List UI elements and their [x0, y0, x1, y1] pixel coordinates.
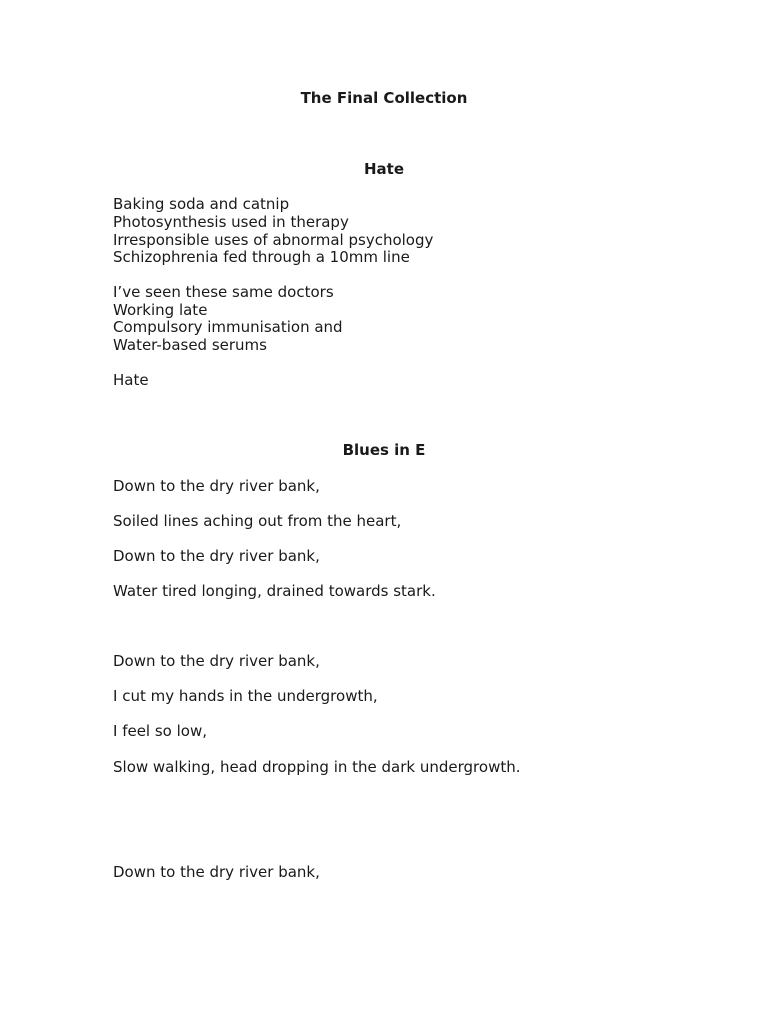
poem-line: Down to the dry river bank, — [113, 547, 320, 565]
poem-line: Working late — [113, 301, 208, 319]
poem-line: Down to the dry river bank, — [113, 477, 320, 495]
poem-line: Baking soda and catnip — [113, 195, 290, 213]
poem-line: Irresponsible uses of abnormal psychology — [113, 231, 434, 249]
poem-line: Down to the dry river bank, — [113, 652, 320, 670]
poem-line: Down to the dry river bank, — [113, 863, 320, 881]
poem-line: Hate — [113, 371, 149, 389]
poem-line: Schizophrenia fed through a 10mm line — [113, 248, 410, 266]
document-title: The Final Collection — [300, 89, 468, 107]
poem-line: I feel so low, — [113, 722, 208, 740]
poem-line: Soiled lines aching out from the heart, — [113, 512, 402, 530]
poem-line: Slow walking, head dropping in the dark undergrowth. — [113, 758, 521, 776]
poem-line: I cut my hands in the undergrowth, — [113, 687, 378, 705]
poem-line: Photosynthesis used in therapy — [113, 213, 349, 231]
poem-title-blues-in-e: Blues in E — [342, 441, 426, 459]
poem-line: I’ve seen these same doctors — [113, 283, 334, 301]
poem-line: Water tired longing, drained towards stark. — [113, 582, 436, 600]
poem-title-hate: Hate — [363, 160, 405, 178]
poem-line: Water-based serums — [113, 336, 267, 354]
poem-line: Compulsory immunisation and — [113, 318, 343, 336]
